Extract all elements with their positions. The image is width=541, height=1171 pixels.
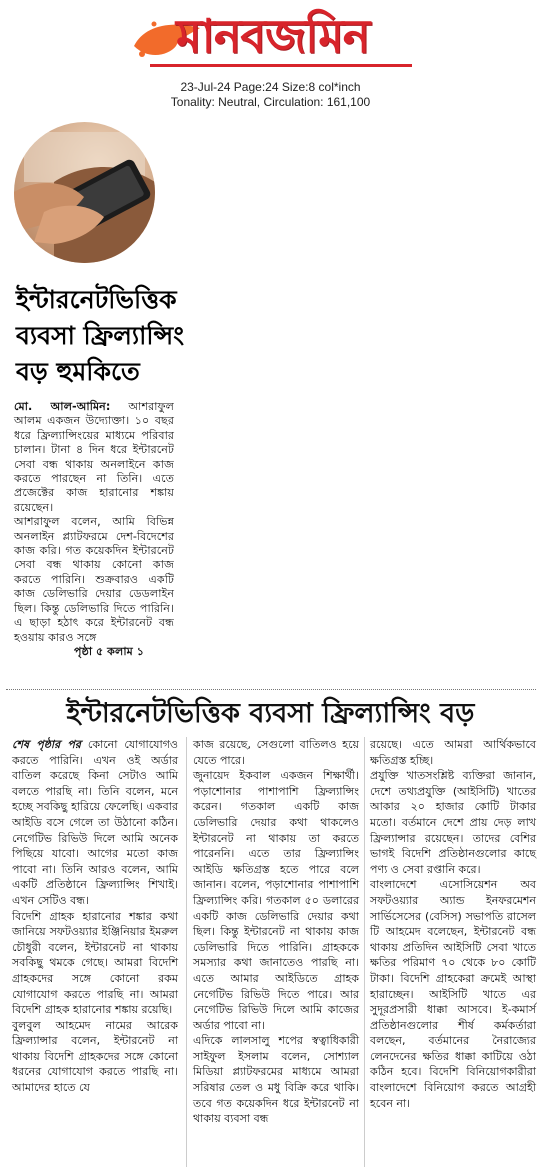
story-paragraph: বিদেশি গ্রাহক হারানোর শঙ্কার কথা জানিয়ে সফটওয়্যার ইঞ্জিনিয়ার ইমরুল চৌধুরী বলেন, ইন্টারনেট না থাকায় সবকিছু থমকে গেছে। আমরা বিদেশি গ্রাহকদের সঙ্গে কোনো রকম যোগাযোগ করতে পারছি না। আমরা বিদেশি গ্রাহক হারানোর শঙ্কায় রয়েছি। [12, 909, 178, 1017]
story-paragraph [14, 400, 174, 515]
story-paragraph: কাজ রয়েছে, সেগুলো বাতিলও হয়ে যেতে পারে। [193, 738, 359, 767]
story-paragraph: এদিকে লালসালু শপের স্বত্বাধিকারী সাইফুল ইসলাম বলেন, সোশ্যাল মিডিয়া প্ল্যাটফরমের মাধ্যমে আমরা সরিষার তেল ও মধু বিক্রি করে থাকি। তবে গত কয়েকদিন ধরে ইন্টারনেট না থাকায় ব্যবসা বন্ধ [193, 1034, 359, 1126]
story-paragraph: রয়েছে। এতে আমরা আর্থিকভাবে ক্ষতিগ্রস্ত হচ্ছি। [370, 738, 536, 767]
divider [6, 689, 536, 690]
story-column-2 [193, 737, 359, 1127]
story-column-1 [12, 737, 178, 1096]
paragraph-text: আশরাফুল আলম একজন উদ্যোক্তা। ১০ বছর ধরে ফ্রিল্যান্সিংয়ের মাধ্যমে পরিবার চালান। টানা ৪ দিন ধরে ইন্টারনেট সেবা বন্ধ থাকায় অনলাইনে কাজ করতে পারছেন না তিনি। এতে প্রজেক্টের কাজ হারানোর শঙ্কায় রয়েছেন। [14, 400, 174, 514]
story-paragraph: প্রযুক্তি খাতসংশ্লিষ্ট ব্যক্তিরা জানান, দেশে তথ্যপ্রযুক্তি (আইসিটি) খাতের আকার ২০ হাজার কোটি টাকার মতো। বর্তমানে দেশে প্রায় দেড় লাখ ফ্রিল্যান্সার রয়েছেন। তাদের বেশির ভাগই বিদেশি প্রতিষ্ঠানগুলোর কাছে পণ্য ও সেবা রপ্তানি করে। [370, 769, 536, 876]
column-rule [186, 737, 187, 1167]
paragraph-text: কোনো যোগাযোগও করতে পারিনি। এখন ওই অর্ডার বাতিল করেছে কিনা সেটাও আমি বলতে পারছি না। তিনি বলেন, মনে হচ্ছে সবকিছু হারিয়ে ফেলেছি। একবার আইডি বসে গেলে তা উঠানো কঠিন। নেগেটিভ রিভিউ দিলে আমি অনেক পিছিয়ে যাবো। আগের মতো কাজ পাবো না। তিনি আরও বলেন, আমি একটি প্রতিষ্ঠানে ফ্রিল্যান্সিং শিখাই। এখন সেটিও বন্ধ। [12, 738, 179, 907]
headline-line: ইন্টারনেটভিত্তিক [16, 285, 177, 314]
front-page-headline [16, 282, 184, 390]
headline-line: বড় হুমকিতে [16, 357, 140, 386]
story-column-3 [370, 737, 536, 1111]
newspaper-logo: মানবজমিন [176, 9, 370, 63]
continuation-kicker: শেষ পৃষ্ঠার পর [12, 738, 81, 751]
story-paragraph: জুনায়েদ ইকবাল একজন শিক্ষার্থী। পড়াশোনার পাশাপাশি ফ্রিল্যান্সিং করেন। গতকাল একটি কাজ ডেলিভারি দেয়ার কথা থাকলেও ইন্টারনেট না থাকায় তা করতে পারেননি। এতে তার ফ্রিল্যান্সিং আইডি ক্ষতিগ্রস্ত হতে পারে বলে জানান। বলেন, পড়াশোনার পাশাপাশি ফ্রিল্যান্সিং করি। গতকাল ৫০ ডলারের একটি কাজ ডেলিভারি দেয়ার কথা ছিল। কিন্তু ইন্টারনেট না থাকায় কাজ ডেলিভারি দিতে পারিনি। গ্রাহককে সমস্যার কথা জানাতেও পারছি না। এতে আমার আইডিতে গ্রাহক নেগেটিভ রিভিউ দিতে পারে। আর নেগেটিভ রিভিউ দিলে আমি কাজের অর্ডার পাবো না। [193, 769, 359, 1032]
headline-line: ব্যবসা ফ্রিল্যান্সিং [16, 321, 184, 350]
story-paragraph [12, 737, 178, 909]
story-paragraph: বুলবুল আহমেদ নামের আরেক ফ্রিল্যান্সার বলেন, ইন্টারনেট না থাকায় বিদেশি গ্রাহকদের সঙ্গে কোনো ধরনের যোগাযোগ করতে পারছি না। আমাদের হাতে যে [12, 1018, 178, 1095]
clipping-meta-date: 23-Jul-24 Page:24 Size:8 col*inch [180, 80, 361, 94]
front-page-story [14, 400, 174, 659]
clipping-meta-tonality: Tonality: Neutral, Circulation: 161,100 [170, 95, 371, 109]
byline: মো. আল-আমিন: [14, 400, 111, 413]
story-paragraph: বাংলাদেশে এসোসিয়েশন অব সফটওয়্যার অ্যান্ড ইনফরমেশন সার্ভিসেসের (বেসিস) সভাপতি রাসেল টি আহমেদ বলেছেন, ইন্টারনেট বন্ধ থাকায় প্রতিদিন আইসিটি সেবা খাতে ক্ষতির পরিমাণ ৭০ থেকে ৮০ কোটি টাকা। বিদেশি গ্রাহকেরা ক্রমেই আস্থা হারাচ্ছেন। আইসিটি খাতে এর সুদূরপ্রসারী ধাক্কা আসবে। ই-কমার্স প্রতিষ্ঠানগুলোর শীর্ষ কর্মকর্তারা বলছেন, বর্তমানের নৈরাজ্যের লেনদেনের ক্ষতির ধাক্কা কাটিয়ে ওঠা কঠিন হবে। বিদেশি বিনিয়োগকারীরা বাংলাদেশে বিনিয়োগ করতে আগ্রহী হবেন না। [370, 878, 536, 1110]
story-paragraph: আশরাফুল বলেন, আমি বিভিন্ন অনলাইন প্ল্যাটফরমে দেশ-বিদেশের কাজ করি। গত কয়েকদিন ইন্টারনেট সেবা বন্ধ থাকায় কোনো কাজ করতে পারিনি। শুক্রবারও একটি কাজ ডেলিভারি দেয়ার ডেডলাইন ছিল। কিন্তু ডেলিভারি দিতে পারিনি। এ ছাড়া হঠাৎ করে ইন্টারনেট বন্ধ হওয়ায় কারও সঙ্গে [14, 515, 174, 644]
column-rule [364, 737, 365, 1167]
phone-hand-photo [14, 122, 155, 263]
masthead [0, 0, 541, 120]
inside-page-headline: ইন্টারনেটভিত্তিক ব্যবসা ফ্রিল্যান্সিং বড় [66, 698, 475, 729]
continued-on: পৃষ্ঠা ৫ কলাম ১ [74, 644, 144, 658]
inside-story [12, 737, 534, 1167]
logo-underline [150, 64, 412, 67]
blank-area [185, 120, 541, 680]
